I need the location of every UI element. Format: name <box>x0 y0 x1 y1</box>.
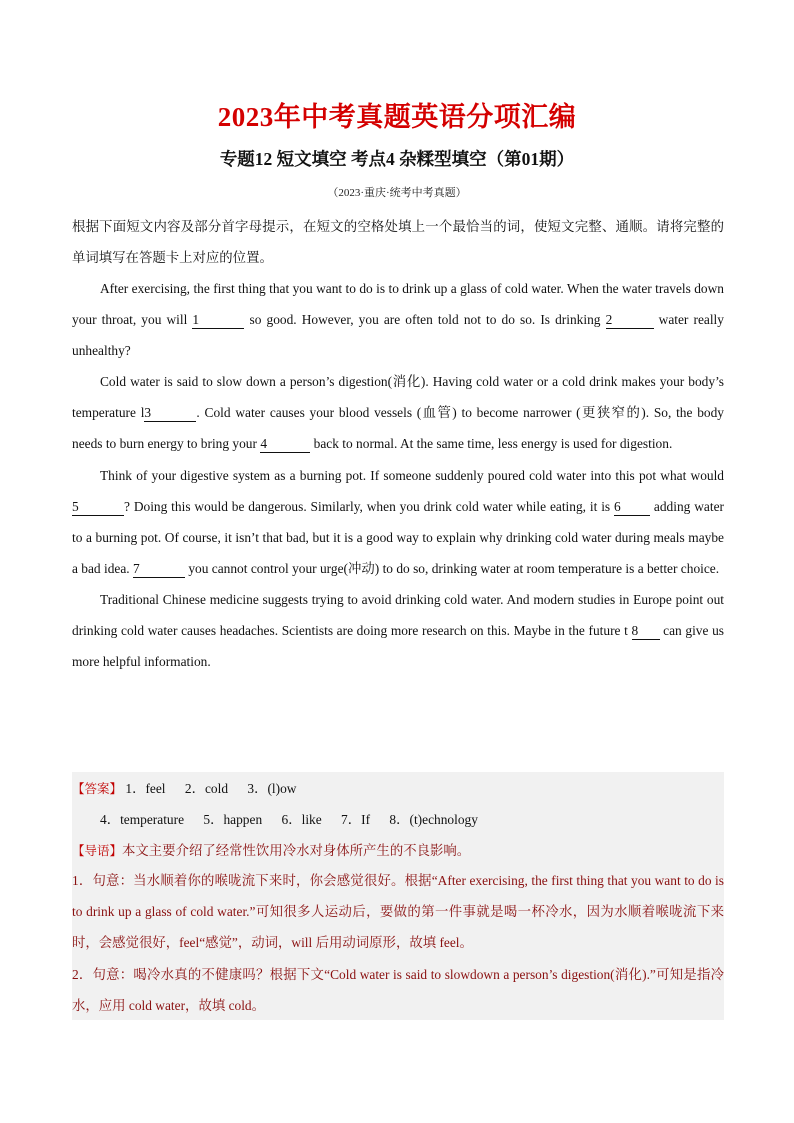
answer-item: 6．like <box>281 812 322 827</box>
answer-row-2 <box>100 809 494 828</box>
passage-text: Traditional Chinese medicine suggests trying to avoid drinking cold water. And modern studies in Europe point out drinking cold water causes headaches. Scientists are doing more research on this. Maybe in the future t <box>72 591 724 639</box>
blank-1: 1 <box>192 312 244 329</box>
guide-text: 本文主要介绍了经常性饮用冷水对身体所产生的不良影响。 <box>122 843 471 858</box>
passage-text: water really unhealthy? <box>72 312 724 359</box>
passage-paragraph-2 <box>72 366 724 459</box>
guide-label: 【导语】 <box>72 843 123 858</box>
answer-item: 2．cold <box>184 781 229 796</box>
passage-paragraph-3 <box>72 460 724 584</box>
explanation-1: 1．句意：当水顺着你的喉咙流下来时，你会感觉很好。根据“After exercising, the first thing that you want to do is to drink up a glass of cold water.”可知很多人运动后，要做的第一件事就是喝一杯冷水，因为水顺着喉咙流下来时，会感觉很好，feel“感觉”，动词，will 后用动词原形，故填 feel。 <box>72 873 724 951</box>
blank-7: 7 <box>133 561 185 578</box>
blank-5: 5 <box>72 499 124 516</box>
answer-item: 4．temperature <box>100 812 185 827</box>
explanation-2: 2．句意：喝冷水真的不健康吗？根据下文“Cold water is said to slowdown a person’s digestion(消化).”可知是指冷水，应用 cold water，故填 cold。 <box>72 967 724 1014</box>
answer-item: 7．If <box>341 812 371 827</box>
sub-title: 专题12 短文填空 考点4 杂糅型填空（第01期） <box>219 149 575 169</box>
blank-4: 4 <box>260 436 310 453</box>
blank-2: 2 <box>606 312 654 329</box>
answer-item: 8．(t)echnology <box>389 812 478 827</box>
passage-text: ? Doing this would be dangerous. Similarly, when you drink cold water while eating, it is <box>124 498 611 514</box>
blank-3: 3 <box>144 405 196 422</box>
passage-text: Cold water is said to slow down a person’s digestion(消化). Having cold water or a cold drink makes your body’s temperature l <box>72 374 724 421</box>
passage-text: After exercising, the first thing that you want to do is to drink up a glass of cold water. When the water travels down your throat, you will <box>72 281 724 328</box>
passage-text: . Cold water causes your blood vessels (血管) to become narrower (更狭窄的). So, the body needs to burn energy to bring your <box>72 405 724 452</box>
passage-paragraph-4 <box>72 584 724 677</box>
passage-paragraph-1 <box>72 273 724 366</box>
passage-text: Think of your digestive system as a burning pot. If someone suddenly poured cold water into this pot what would <box>100 467 724 483</box>
passage-text: can give us more helpful information. <box>72 623 724 670</box>
main-title: 2023年中考真题英语分项汇编 <box>217 102 577 132</box>
answer-section <box>72 772 724 1020</box>
passage-text: adding water to a burning pot. Of course, it isn’t that bad, but it is a good way to explain why drinking cold water during meals maybe a bad idea. <box>72 498 724 576</box>
answer-row-1 <box>72 778 312 797</box>
blank-8: 8 <box>632 623 660 640</box>
answer-item: 1．feel <box>125 781 166 796</box>
passage-text: so good. However, you are often told not to do so. Is drinking <box>249 312 601 328</box>
answer-label: 【答案】 <box>72 781 123 796</box>
answer-item: 3．(l)ow <box>247 781 297 796</box>
answer-item: 5．happen <box>203 812 263 827</box>
passage-text: you cannot control your urge(冲动) to do so, drinking water at room temperature is a better choice. <box>188 560 720 576</box>
passage <box>72 273 724 677</box>
blank-6: 6 <box>614 499 650 516</box>
guide-row <box>72 840 470 859</box>
passage-text: back to normal. At the same time, less energy is used for digestion. <box>313 436 673 452</box>
exam-source: （2023·重庆·统考中考真题） <box>327 187 467 199</box>
instruction-text: 根据下面短文内容及部分首字母提示，在短文的空格处填上一个最恰当的词，使短文完整、通顺。请将完整的单词填写在答题卡上对应的位置。 <box>72 219 724 265</box>
